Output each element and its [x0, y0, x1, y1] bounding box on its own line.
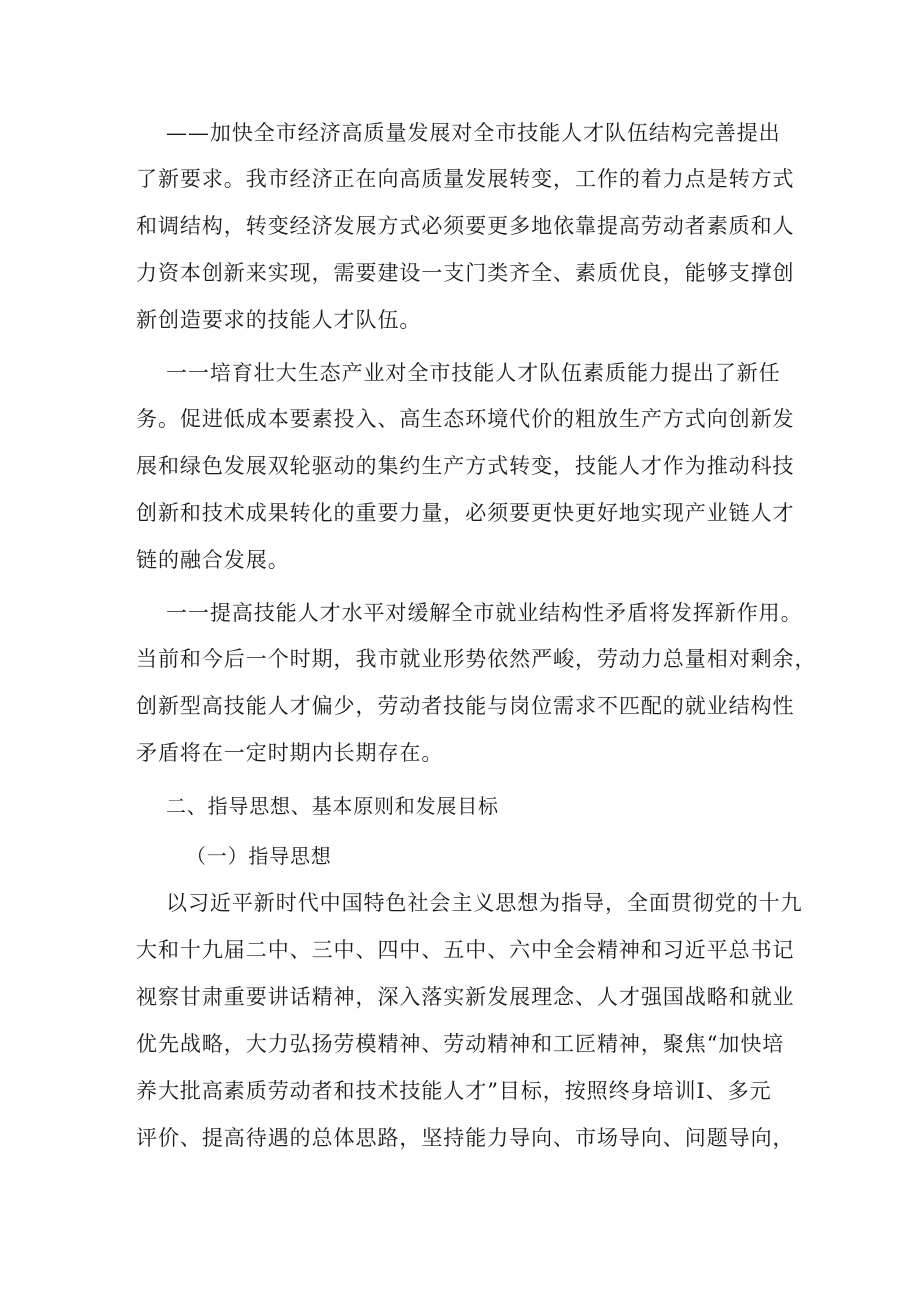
paragraph-1-line-5: 新创造要求的技能人才队伍。	[136, 308, 422, 332]
paragraph-2-line-5: 链的融合发展。	[136, 548, 290, 572]
paragraph-3-line-4: 矛盾将在一定时期内长期存在。	[136, 741, 444, 765]
paragraph-2-line-4: 创新和技术成果转化的重要力量，必须要更快更好地实现产业链人才	[136, 501, 795, 525]
paragraph-1-line-3: 和调结构，转变经济发展方式必须要更多地依靠提高劳动者素质和人	[136, 214, 795, 238]
guiding-paragraph-line-5: 养大批高素质劳动者和技术技能人才”目标，按照终身培训Ⅰ、多元	[136, 1079, 772, 1103]
paragraph-1-line-4: 力资本创新来实现，需要建设一支门类齐全、素质优良，能够支撑创	[136, 261, 795, 285]
paragraph-3-line-3: 创新型高技能人才偏少，劳动者技能与岗位需求不匹配的就业结构性	[136, 694, 795, 718]
guiding-paragraph-line-2: 大和十九届二中、三中、四中、五中、六中全会精神和习近平总书记	[136, 938, 795, 962]
guiding-paragraph-line-1: 以习近平新时代中国特色社会主义思想为指导，全面贯彻党的十九	[166, 891, 803, 915]
paragraph-3-line-2: 当前和今后一个时期，我市就业形势依然严峻，劳动力总量相对剩余，	[136, 647, 817, 671]
paragraph-2-line-3: 展和绿色发展双轮驱动的集约生产方式转变，技能人才作为推动科技	[136, 454, 795, 478]
paragraph-2-line-2: 务。促进低成本要素投入、高生态环境代价的粗放生产方式向创新发	[136, 407, 795, 431]
paragraph-1-line-1: ——加快全市经济高质量发展对全市技能人才队伍结构完善提出	[166, 121, 781, 145]
guiding-paragraph-line-6: 评价、提高待遇的总体思路，坚持能力导向、市场导向、问题导向，	[136, 1126, 795, 1150]
paragraph-2-line-1: 一一培育壮大生态产业对全市技能人才队伍素质能力提出了新任	[166, 361, 781, 385]
guiding-paragraph-line-3: 视察甘肃重要讲话精神，深入落实新发展理念、人才强国战略和就业	[136, 985, 795, 1009]
guiding-paragraph-line-4: 优先战略，大力弘扬劳模精神、劳动精神和工匠精神，聚焦“加快培	[136, 1032, 785, 1056]
paragraph-3-line-1: 一一提高技能人才水平对缓解全市就业结构性矛盾将发挥新作用。	[166, 601, 803, 625]
section-heading: 二、指导思想、基本原则和发展目标	[166, 794, 499, 818]
paragraph-1-line-2: 了新要求。我市经济正在向高质量发展转变，工作的着力点是转方式	[136, 167, 795, 191]
subsection-heading: （一）指导思想	[186, 844, 332, 868]
